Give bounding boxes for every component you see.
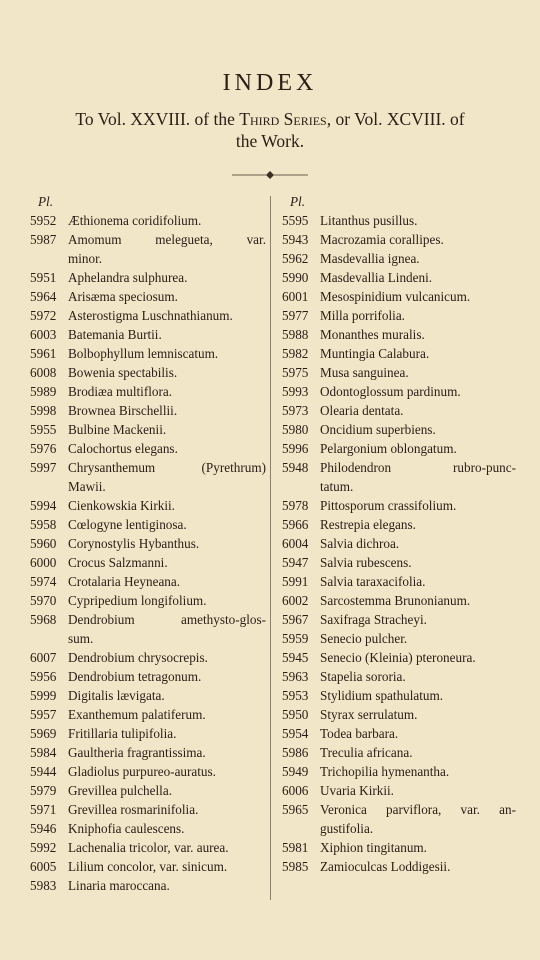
index-entry	[282, 363, 516, 382]
species-name: Cypripedium longifolium.	[68, 593, 207, 608]
species-name: Digitalis lævigata.	[68, 688, 165, 703]
species-name: Exanthemum palatiferum.	[68, 707, 206, 722]
species-name: Oncidium superbiens.	[320, 422, 436, 437]
entry-row	[282, 230, 516, 249]
entry-row	[282, 458, 516, 477]
plate-number: 6004	[282, 536, 309, 551]
species-name: Lilium concolor, var. sinicum.	[68, 859, 228, 874]
index-entry	[282, 458, 516, 496]
plate-number: 5955	[30, 422, 57, 437]
entry-row	[30, 534, 266, 553]
index-entry	[282, 591, 516, 610]
entry-row	[30, 268, 266, 287]
plate-number: 6007	[30, 650, 57, 665]
entry-row	[282, 686, 516, 705]
entry-row	[30, 781, 266, 800]
species-name: Bowenia spectabilis.	[68, 365, 178, 380]
entry-row	[30, 857, 266, 876]
species-name: Pelargonium oblongatum.	[320, 441, 457, 456]
plate-number: 5963	[282, 669, 309, 684]
column-divider	[270, 196, 271, 900]
plate-number: 5973	[282, 403, 309, 418]
plate-number: 5991	[282, 574, 309, 589]
plate-number: 5989	[30, 384, 57, 399]
species-name: Monanthes muralis.	[320, 327, 425, 342]
species-name: Linaria maroccana.	[68, 878, 170, 893]
species-name: Crocus Salzmanni.	[68, 555, 168, 570]
entry-row	[30, 496, 266, 515]
index-subtitle	[20, 108, 520, 152]
plate-number: 6005	[30, 859, 57, 874]
species-name: Styrax serrulatum.	[320, 707, 418, 722]
index-entry	[30, 705, 266, 724]
plate-number: 5997	[30, 460, 57, 475]
plate-number: 5998	[30, 403, 57, 418]
index-entry	[30, 838, 266, 857]
index-entry	[30, 610, 266, 648]
index-entry	[282, 629, 516, 648]
entry-row	[282, 439, 516, 458]
entry-row	[30, 420, 266, 439]
right-entry-list	[282, 211, 516, 876]
species-name: Philodendron rubro-punc-	[320, 460, 516, 475]
species-name: Sarcostemma Brunonianum.	[320, 593, 471, 608]
species-name: Grevillea pulchella.	[68, 783, 172, 798]
plate-number: 5947	[282, 555, 309, 570]
index-entry	[282, 800, 516, 838]
plate-number: 5959	[282, 631, 309, 646]
species-name: Macrozamia corallipes.	[320, 232, 444, 247]
entry-row	[30, 401, 266, 420]
species-name: Bolbophyllum lemniscatum.	[68, 346, 219, 361]
species-name: Salvia dichroa.	[320, 536, 400, 551]
index-entry	[282, 325, 516, 344]
species-name: Salvia taraxacifolia.	[320, 574, 426, 589]
index-entry	[30, 876, 266, 895]
entry-row	[282, 762, 516, 781]
plate-number: 5966	[282, 517, 309, 532]
index-entry	[282, 211, 516, 230]
plate-number: 5992	[30, 840, 57, 855]
entry-row	[282, 420, 516, 439]
species-name: Trichopilia hymenantha.	[320, 764, 450, 779]
index-entry	[282, 686, 516, 705]
species-name: Æthionema coridifolium.	[68, 213, 202, 228]
species-name: Treculia africana.	[320, 745, 413, 760]
species-name: Stylidium spathulatum.	[320, 688, 444, 703]
index-entry	[30, 287, 266, 306]
plate-number: 6001	[282, 289, 309, 304]
plate-number: 5949	[282, 764, 309, 779]
index-entry	[30, 800, 266, 819]
plate-number: 5981	[282, 840, 309, 855]
index-entry	[282, 439, 516, 458]
plate-number: 5994	[30, 498, 57, 513]
ornament-rule-icon	[230, 169, 310, 181]
plate-number: 6000	[30, 555, 57, 570]
species-name: Grevillea rosmarinifolia.	[68, 802, 199, 817]
entry-row	[30, 287, 266, 306]
species-name: Brodiæa multiflora.	[68, 384, 173, 399]
index-entry	[30, 401, 266, 420]
entry-row	[282, 572, 516, 591]
entry-row	[282, 667, 516, 686]
species-name: Veronica parviflora, var. an-	[320, 802, 516, 817]
plate-number: 5983	[30, 878, 57, 893]
plate-number: 5977	[282, 308, 309, 323]
entry-row	[30, 610, 266, 629]
plate-number: 5972	[30, 308, 57, 323]
plate-number: 5943	[282, 232, 309, 247]
plate-number: 5950	[282, 707, 309, 722]
right-column	[282, 192, 516, 876]
index-entry	[30, 591, 266, 610]
entry-row	[30, 363, 266, 382]
species-name: Xiphion tingitanum.	[320, 840, 427, 855]
entry-row	[282, 781, 516, 800]
index-entry	[282, 534, 516, 553]
species-name: Crotalaria Heyneana.	[68, 574, 181, 589]
plate-number: 5952	[30, 213, 57, 228]
entry-row	[30, 724, 266, 743]
entry-row	[282, 496, 516, 515]
species-name: Aphelandra sulphurea.	[68, 270, 188, 285]
index-entry	[30, 724, 266, 743]
entry-row	[30, 230, 266, 249]
plate-number: 5986	[282, 745, 309, 760]
index-entry	[30, 439, 266, 458]
index-entry	[282, 743, 516, 762]
index-entry	[30, 572, 266, 591]
index-entry	[30, 857, 266, 876]
index-entry	[282, 382, 516, 401]
entry-row	[30, 515, 266, 534]
entry-row	[282, 610, 516, 629]
species-name: Restrepia elegans.	[320, 517, 416, 532]
subtitle-mid: , or Vol. XCVIII. of	[326, 109, 465, 129]
species-name: Zamioculcas Loddigesii.	[320, 859, 451, 874]
entry-row	[282, 306, 516, 325]
species-name: Olearia dentata.	[320, 403, 404, 418]
index-entry	[30, 306, 266, 325]
plate-number: 5946	[30, 821, 57, 836]
species-name: Salvia rubescens.	[320, 555, 412, 570]
index-entry	[30, 648, 266, 667]
index-entry	[30, 268, 266, 287]
plate-number: 5982	[282, 346, 309, 361]
index-entry	[282, 667, 516, 686]
index-entry	[30, 230, 266, 268]
index-entry	[282, 344, 516, 363]
index-entry	[282, 496, 516, 515]
entry-row	[30, 648, 266, 667]
index-entry	[282, 724, 516, 743]
plate-number: 5969	[30, 726, 57, 741]
index-entry	[30, 458, 266, 496]
entry-row	[282, 249, 516, 268]
index-entry	[282, 648, 516, 667]
species-name: Gaultheria fragrantissima.	[68, 745, 206, 760]
species-name: Uvaria Kirkii.	[320, 783, 394, 798]
entry-row	[30, 325, 266, 344]
index-entry	[30, 420, 266, 439]
subtitle-line2: the Work.	[235, 131, 305, 151]
species-name: Musa sanguinea.	[320, 365, 409, 380]
index-entry	[30, 382, 266, 401]
index-entry	[30, 211, 266, 230]
plate-number: 5962	[282, 251, 309, 266]
index-entry	[282, 762, 516, 781]
entry-row	[30, 876, 266, 895]
species-name: Kniphofia caulescens.	[68, 821, 185, 836]
entry-row	[30, 819, 266, 838]
species-name: Fritillaria tulipifolia.	[68, 726, 177, 741]
entry-row	[30, 382, 266, 401]
index-entry	[282, 553, 516, 572]
plate-number: 5970	[30, 593, 57, 608]
plate-number: 5944	[30, 764, 57, 779]
left-entry-list	[30, 211, 266, 895]
plate-number: 5984	[30, 745, 57, 760]
left-column	[30, 192, 266, 895]
index-entry	[282, 515, 516, 534]
index-entry	[282, 572, 516, 591]
entry-row	[282, 401, 516, 420]
index-entry	[282, 306, 516, 325]
plate-number: 5957	[30, 707, 57, 722]
plate-number: 5595	[282, 213, 309, 228]
species-name: Batemania Burtii.	[68, 327, 162, 342]
index-heading: INDEX	[222, 70, 318, 96]
species-name-continuation: minor.	[68, 251, 103, 266]
entry-row	[282, 648, 516, 667]
species-name: Bulbine Mackenii.	[68, 422, 167, 437]
left-column-label: Pl.	[38, 194, 54, 209]
entry-row	[282, 287, 516, 306]
entry-row	[282, 363, 516, 382]
species-name-continuation: gustifolia.	[320, 821, 374, 836]
species-name: Brownea Birschellii.	[68, 403, 178, 418]
index-entry	[282, 268, 516, 287]
entry-row	[282, 515, 516, 534]
species-name: Senecio pulcher.	[320, 631, 408, 646]
index-entry	[30, 363, 266, 382]
plate-number: 5971	[30, 802, 57, 817]
index-entry	[282, 857, 516, 876]
index-entry	[30, 325, 266, 344]
index-entry	[282, 838, 516, 857]
entry-row	[30, 743, 266, 762]
species-name: Mesospinidium vulcanicum.	[320, 289, 471, 304]
species-name: Gladiolus purpureo-auratus.	[68, 764, 216, 779]
index-entry	[282, 230, 516, 249]
entry-row	[282, 857, 516, 876]
plate-number: 5987	[30, 232, 57, 247]
species-name: Odontoglossum pardinum.	[320, 384, 461, 399]
index-entry	[282, 705, 516, 724]
entry-row	[30, 344, 266, 363]
entry-row	[30, 439, 266, 458]
subtitle-pre: To Vol. XXVIII. of the	[75, 109, 240, 129]
entry-row	[30, 553, 266, 572]
right-column-label: Pl.	[290, 194, 306, 209]
index-entry	[282, 249, 516, 268]
entry-row	[282, 553, 516, 572]
species-name: Cienkowskia Kirkii.	[68, 498, 175, 513]
index-entry	[30, 515, 266, 534]
species-name: Litanthus pusillus.	[320, 213, 418, 228]
plate-number: 5975	[282, 365, 309, 380]
species-name: Corynostylis Hybanthus.	[68, 536, 200, 551]
species-name: Asterostigma Luschnathianum.	[68, 308, 233, 323]
entry-row	[282, 382, 516, 401]
plate-number: 5953	[282, 688, 309, 703]
entry-row	[30, 306, 266, 325]
plate-number: 5993	[282, 384, 309, 399]
plate-number: 5988	[282, 327, 309, 342]
index-entry	[30, 686, 266, 705]
species-name: Amomum melegueta, var.	[68, 232, 266, 247]
entry-row	[282, 268, 516, 287]
plate-number: 5951	[30, 270, 57, 285]
entry-row	[282, 534, 516, 553]
species-name-continuation: tatum.	[320, 479, 354, 494]
plate-number: 5958	[30, 517, 57, 532]
species-name-continuation: Mawii.	[68, 479, 106, 494]
entry-row	[282, 344, 516, 363]
entry-row	[282, 838, 516, 857]
entry-row	[282, 325, 516, 344]
plate-number: 5954	[282, 726, 309, 741]
entry-row	[282, 724, 516, 743]
species-name: Todea barbara.	[320, 726, 399, 741]
index-entry	[282, 401, 516, 420]
index-entry	[30, 534, 266, 553]
plate-number: 5979	[30, 783, 57, 798]
species-name: Muntingia Calabura.	[320, 346, 430, 361]
entry-row	[30, 667, 266, 686]
species-name: Dendrobium chrysocrepis.	[68, 650, 208, 665]
subtitle-third-series: Third Series	[239, 109, 327, 129]
plate-number: 5956	[30, 669, 57, 684]
plate-number: 5985	[282, 859, 309, 874]
plate-number: 5964	[30, 289, 57, 304]
species-name: Calochortus elegans.	[68, 441, 178, 456]
plate-number: 5999	[30, 688, 57, 703]
entry-row	[30, 591, 266, 610]
index-entry	[282, 420, 516, 439]
entry-row	[30, 838, 266, 857]
species-name: Chrysanthemum (Pyrethrum)	[68, 460, 266, 475]
entry-row	[30, 762, 266, 781]
entry-row	[30, 800, 266, 819]
species-name: Senecio (Kleinia) pteroneura.	[320, 650, 476, 665]
entry-row	[30, 458, 266, 477]
index-entry	[282, 610, 516, 629]
entry-row	[30, 211, 266, 230]
entry-row	[30, 705, 266, 724]
index-entry	[30, 743, 266, 762]
species-name: Lachenalia tricolor, var. aurea.	[68, 840, 229, 855]
plate-number: 5974	[30, 574, 57, 589]
index-entry	[30, 496, 266, 515]
species-name: Stapelia sororia.	[320, 669, 406, 684]
entry-row	[282, 211, 516, 230]
entry-row	[282, 743, 516, 762]
index-entry	[30, 344, 266, 363]
entry-row	[30, 572, 266, 591]
entry-row	[30, 686, 266, 705]
index-entry	[282, 781, 516, 800]
plate-number: 5961	[30, 346, 57, 361]
index-entry	[30, 553, 266, 572]
species-name: Masdevallia Lindeni.	[320, 270, 433, 285]
plate-number: 6006	[282, 783, 309, 798]
plate-number: 6008	[30, 365, 57, 380]
entry-row	[282, 591, 516, 610]
plate-number: 5945	[282, 650, 309, 665]
species-name: Dendrobium tetragonum.	[68, 669, 202, 684]
species-name: Dendrobium amethysto-glos-	[68, 612, 266, 627]
plate-number: 6002	[282, 593, 309, 608]
index-entry	[30, 781, 266, 800]
index-entry	[30, 667, 266, 686]
plate-number: 5968	[30, 612, 57, 627]
plate-number: 5965	[282, 802, 309, 817]
plate-number: 5960	[30, 536, 57, 551]
index-entry	[282, 287, 516, 306]
species-name: Arisæma speciosum.	[68, 289, 178, 304]
species-name: Masdevallia ignea.	[320, 251, 420, 266]
entry-row	[282, 629, 516, 648]
plate-number: 5967	[282, 612, 309, 627]
plate-number: 5990	[282, 270, 309, 285]
species-name: Cœlogyne lentiginosa.	[68, 517, 187, 532]
species-name-continuation: sum.	[68, 631, 94, 646]
species-name: Saxifraga Stracheyi.	[320, 612, 427, 627]
entry-row	[282, 705, 516, 724]
species-name: Milla porrifolia.	[320, 308, 405, 323]
entry-row	[282, 800, 516, 819]
plate-number: 5978	[282, 498, 309, 513]
plate-number: 5996	[282, 441, 309, 456]
index-entry	[30, 819, 266, 838]
plate-number: 5948	[282, 460, 309, 475]
species-name: Pittosporum crassifolium.	[320, 498, 457, 513]
plate-number: 6003	[30, 327, 57, 342]
plate-number: 5980	[282, 422, 309, 437]
index-entry	[30, 762, 266, 781]
plate-number: 5976	[30, 441, 57, 456]
